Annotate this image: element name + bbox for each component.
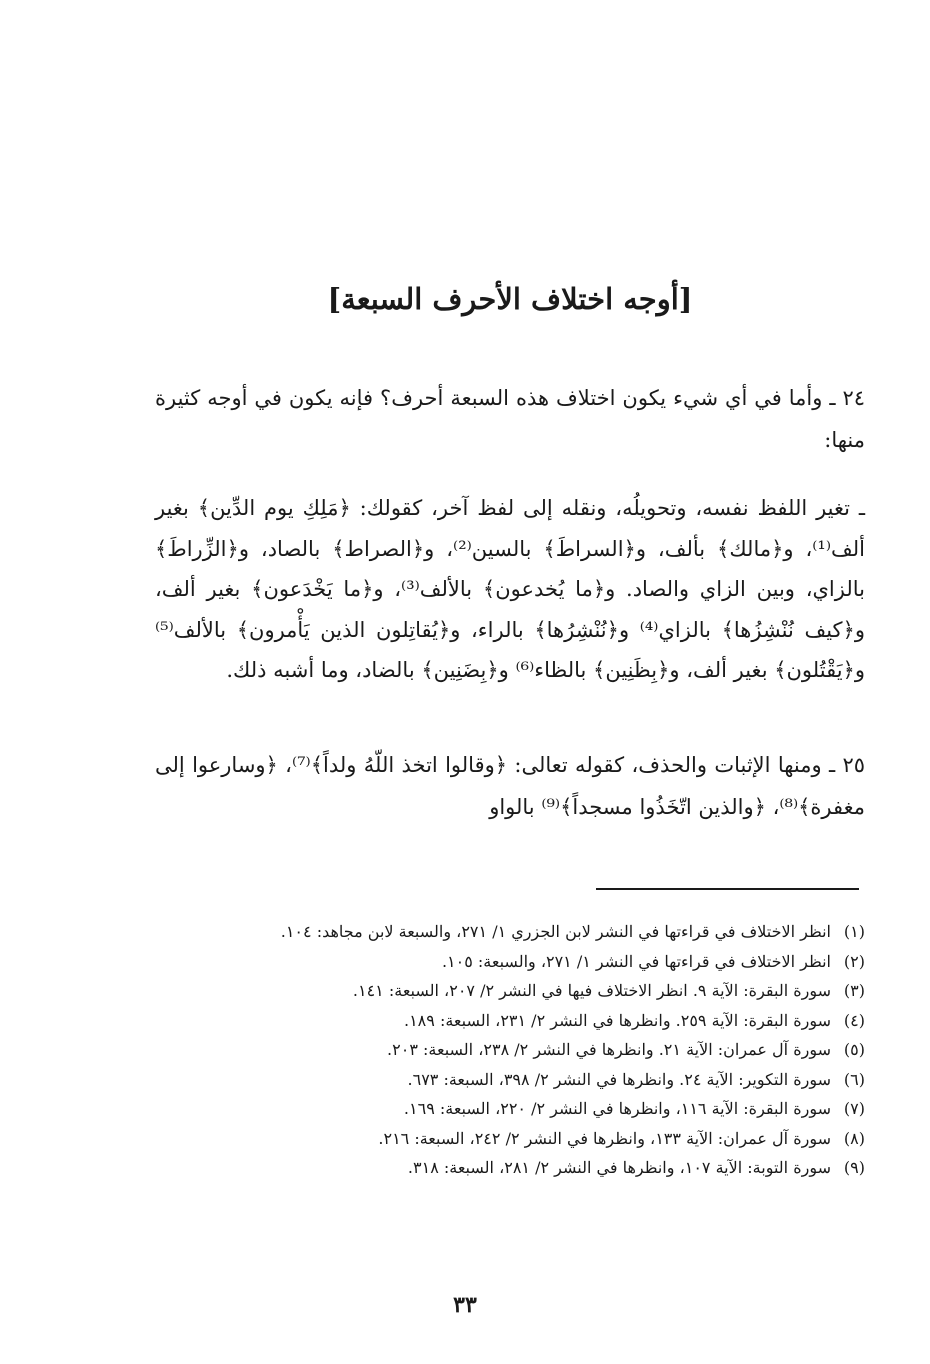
footnote-text: سورة البقرة: الآية ١١٦، وانظرها في النشر ٢/ ٢٢٠، السبعة: ١٦٩. xyxy=(403,1099,831,1118)
footnote-number: (٦) xyxy=(843,1069,865,1089)
footnote-text: انظر الاختلاف في قراءتها في النشر ١/ ٢٧١، والسبعة: ١٠٥. xyxy=(441,951,831,971)
footnote-number: (١) xyxy=(843,922,865,941)
footnote-number: (٨) xyxy=(843,1128,865,1148)
footnote-text: سورة التوبة: الآية ١٠٧، وانظرها في النشر ٢/ ٢٨١، السبعة: ٣١٨. xyxy=(407,1158,831,1177)
paragraph-24: ٢٤ ـ وأما في أي شيء يكون اختلاف هذه السبعة أحرف؟ فإنه يكون في أوجه كثيرة منها: xyxy=(155,386,865,452)
footnote-5 xyxy=(155,1035,865,1065)
footnote-number: (٤) xyxy=(843,1010,865,1030)
footnote-6 xyxy=(155,1065,865,1095)
section-heading: [أوجه اختلاف الأحرف السبعة] xyxy=(327,282,693,316)
footnote-number: (٢) xyxy=(843,951,865,971)
footnote-text: سورة آل عمران: الآية ٢١. وانظرها في النشر ٢/ ٢٣٨، السبعة: ٢٠٣. xyxy=(387,1040,831,1059)
paragraph-examples: ـ تغير اللفظ نفسه، وتحويلُه، ونقله إلى لفظ آخر، كقولك: ﴿مَلِكِ يوم الدِّين﴾ بغير ألف⁽¹⁾، و﴿مالك﴾ بألف، و﴿السراطَ﴾ بالسين⁽²⁾، و﴿الصراط﴾ بالصاد، و﴿الزِّراطَ﴾ بالزاي، وبين الزاي والصاد. و﴿ما يُخدعون﴾ بالألف⁽³⁾، و﴿ما يَخْدَعون﴾ بغير ألف، و﴿كيف نُنْشِزُها﴾ بالزاي⁽⁴⁾ و﴿نُنْشِرُها﴾ بالراء، و﴿يُقاتِلون الذين يَأْمرون﴾ بالألف⁽⁵⁾ و﴿يَقْتُلون﴾ بغير ألف، و﴿بِظَنِين﴾ بالظاء⁽⁶⁾ و﴿بِضَنِين﴾ بالضاد، وما أشبه ذلك. xyxy=(155,496,866,682)
footnote-number: (٥) xyxy=(843,1040,865,1059)
footnote-text: سورة البقرة: الآية ٢٥٩. وانظرها في النشر ٢/ ٢٣١، السبعة: ١٨٩. xyxy=(403,1010,831,1030)
footnote-text: سورة البقرة: الآية ٩. انظر الاختلاف فيها في النشر ٢/ ٢٠٧، السبعة: ١٤١. xyxy=(352,981,831,1000)
footnote-2 xyxy=(155,947,865,977)
footnote-3 xyxy=(155,976,865,1006)
paragraph-25: ٢٥ ـ ومنها الإثبات والحذف، كقوله تعالى: ﴿وقالوا اتخذ اللّهُ ولداً﴾⁽⁷⁾، ﴿وسارعوا إلى مغفرة﴾⁽⁸⁾، ﴿والذين اتّخَذُوا مسجداً﴾⁽⁹⁾ بالواو xyxy=(155,753,865,819)
footnote-7 xyxy=(155,1094,865,1124)
footnote-4 xyxy=(155,1006,865,1036)
footnote-8 xyxy=(155,1124,865,1154)
footnote-text: سورة التكوير: الآية ٢٤. وانظرها في النشر ٢/ ٣٩٨، السبعة: ٦٧٣. xyxy=(407,1069,831,1089)
footnote-number: (٣) xyxy=(843,981,865,1000)
footnote-number: (٩) xyxy=(843,1158,865,1177)
footnotes-list xyxy=(155,917,865,1183)
footnote-divider xyxy=(596,888,859,890)
page-number: ٣٣ xyxy=(453,1292,477,1318)
footnote-number: (٧) xyxy=(843,1099,865,1118)
footnote-text: سورة آل عمران: الآية ١٣٣، وانظرها في النشر ٢/ ٢٤٢، السبعة: ٢١٦. xyxy=(378,1128,831,1148)
footnote-1 xyxy=(155,917,865,947)
footnote-9 xyxy=(155,1153,865,1183)
footnote-text: انظر الاختلاف في قراءتها في النشر لابن الجزري ١/ ٢٧١، والسبعة لابن مجاهد: ١٠٤. xyxy=(280,922,831,941)
